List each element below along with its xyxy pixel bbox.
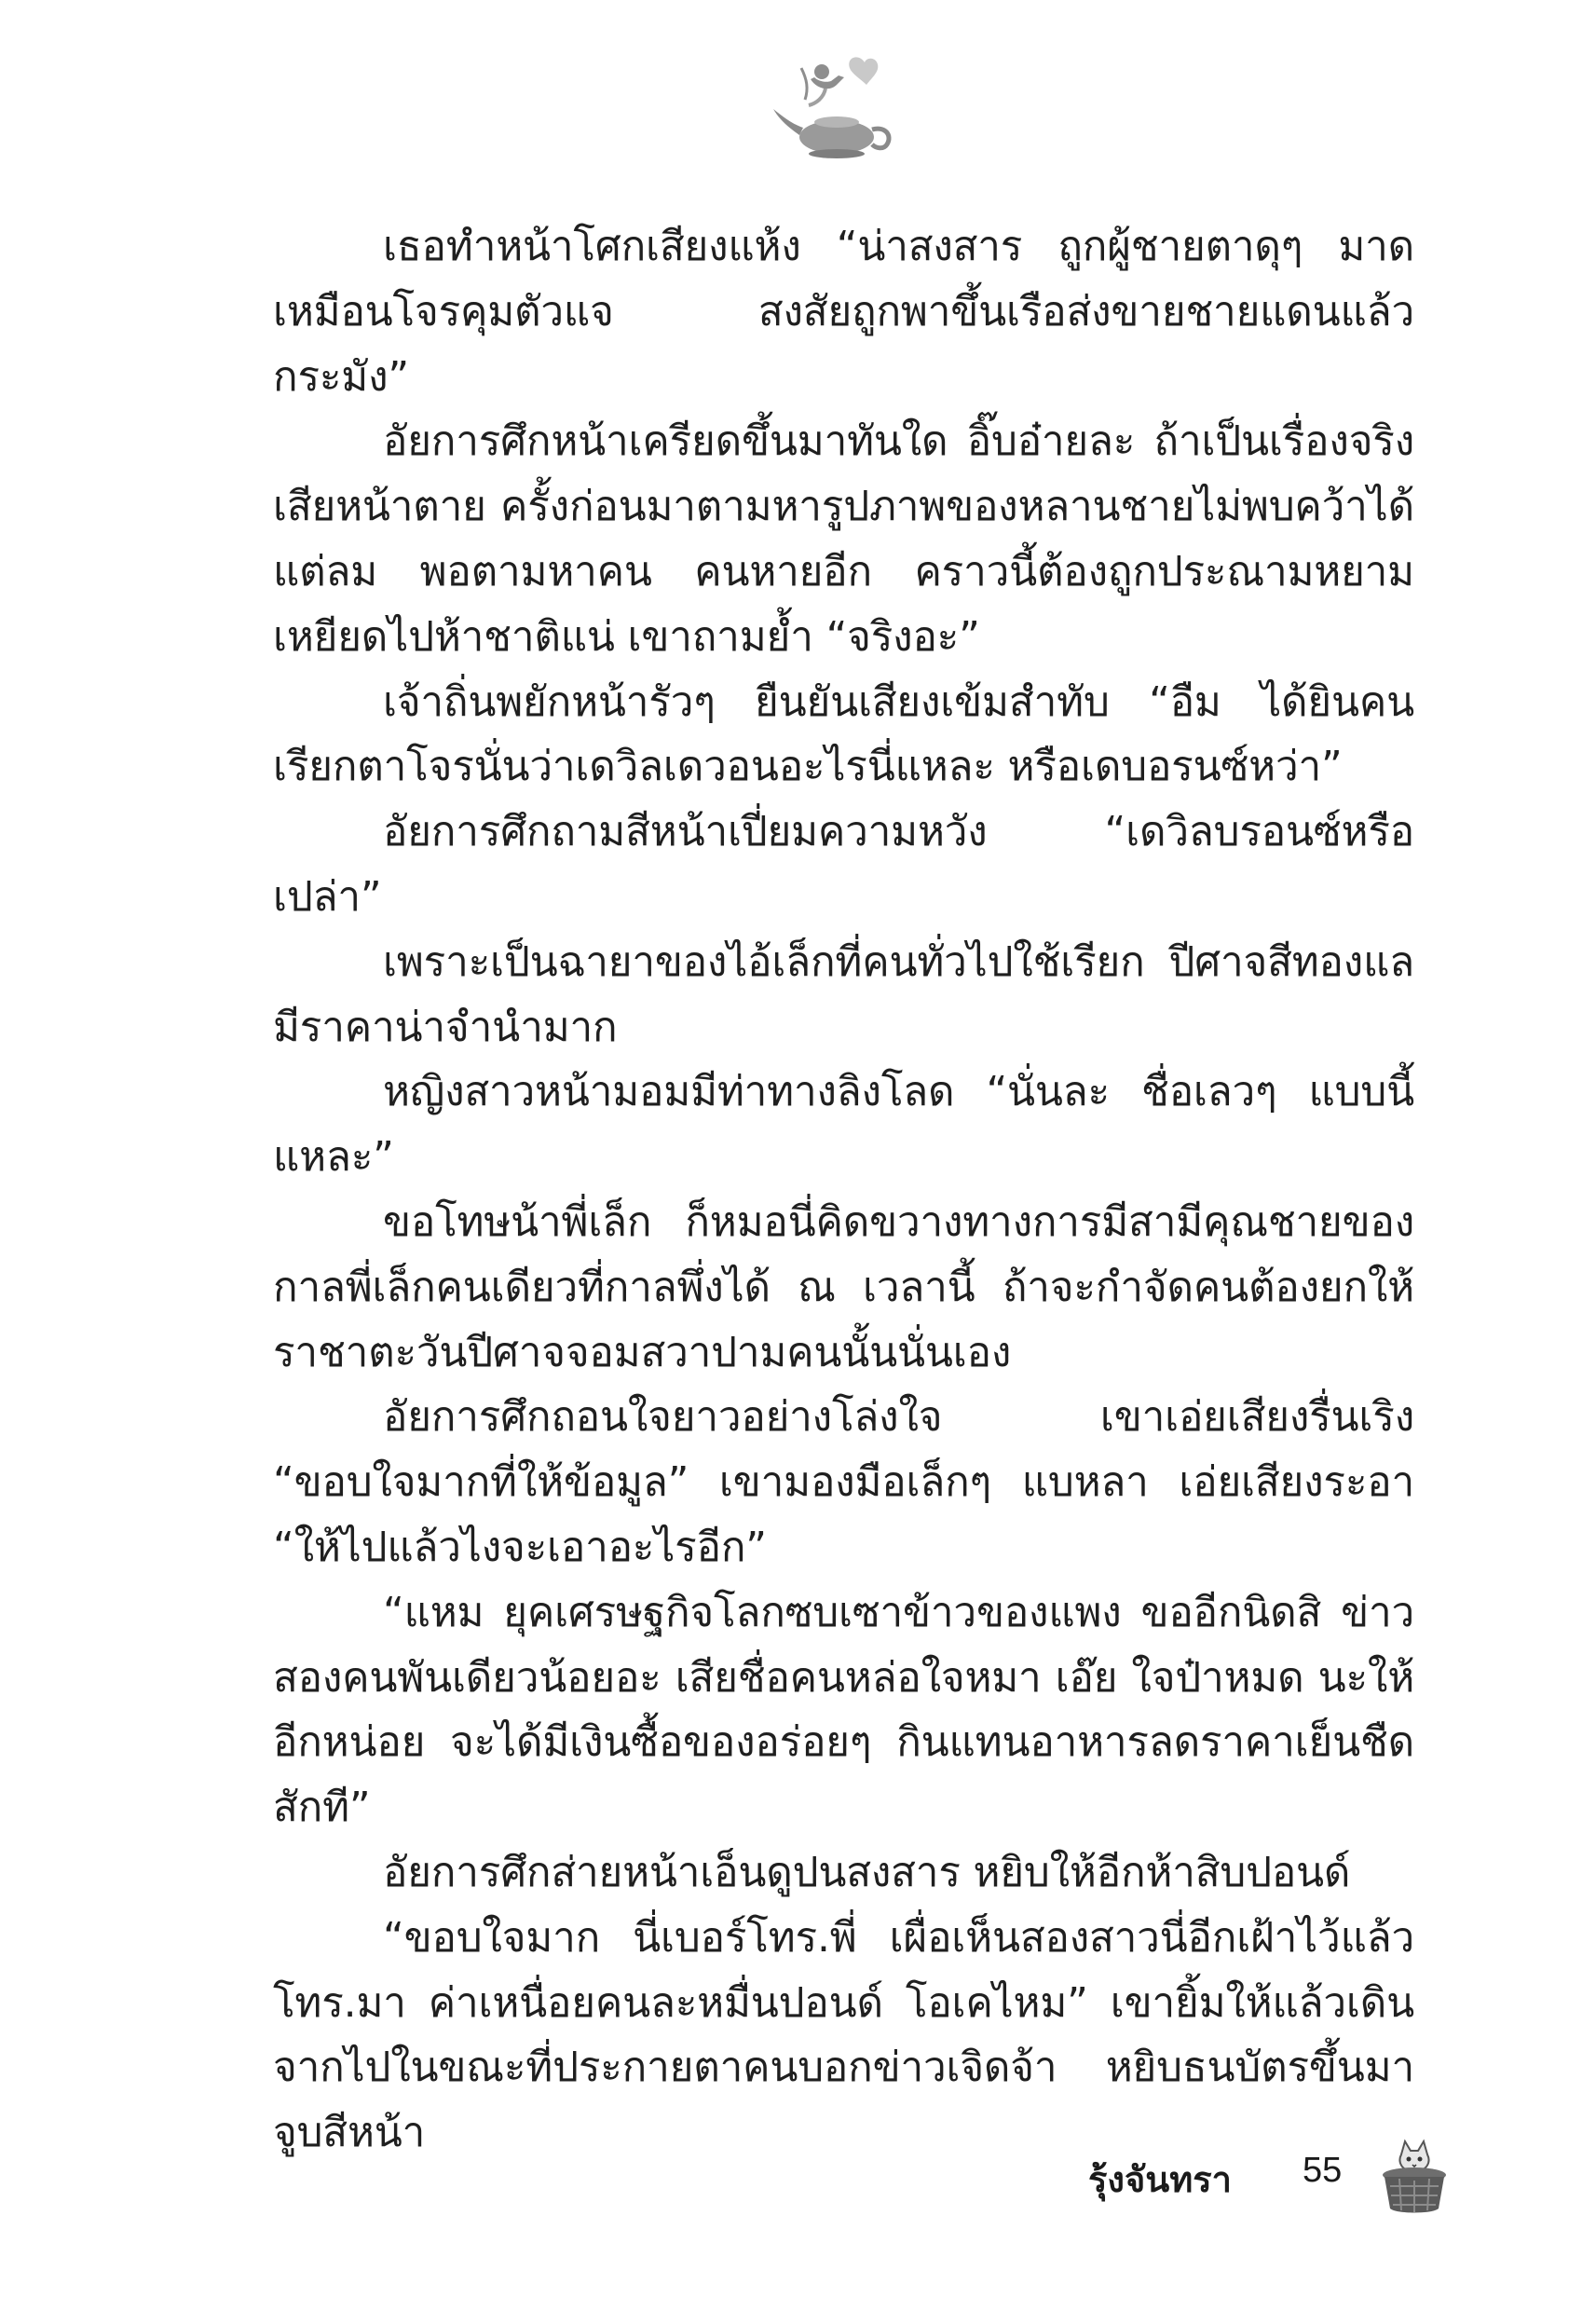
teapot-cupid-ornament-icon	[764, 51, 904, 163]
page-number: 55	[1303, 2151, 1343, 2190]
paragraph: เจ้าถิ่นพยักหน้ารัวๆ ยืนยันเสียงเข้มสำทับ “อืม ได้ยินคนเรียกตาโจรนั่นว่าเดวิลเดวอนอะไรนี่แหละ หรือเดบอรนซ์หว่า”	[273, 677, 1415, 791]
paragraph: อัยการศึกส่ายหน้าเอ็นดูปนสงสาร หยิบให้อีกห้าสิบปอนด์	[383, 1848, 1351, 1896]
paragraph: อัยการศึกถอนใจยาวอย่างโล่งใจ เขาเอ่ยเสียงรื่นเริง “ขอบใจมากที่ให้ข้อมูล” เขามองมือเล็กๆ แบหลา เอ่ยเสียงระอา “ให้ไปแล้วไงจะเอาอะไรอีก”	[273, 1393, 1414, 1571]
book-title: รุ้งจันทรา	[1088, 2159, 1233, 2200]
body-text	[273, 214, 1414, 2166]
paragraph: เธอทำหน้าโศกเสียงแห้ง “น่าสงสาร ถูกผู้ชายตาดุๆ มาดเหมือนโจรคุมตัวแจ สงสัยถูกพาขึ้นเรือส่งขายชายแดนแล้วกระมัง”	[273, 223, 1414, 401]
paragraph: หญิงสาวหน้ามอมมีท่าทางลิงโลด “นั่นละ ชื่อเลวๆ แบบนี้แหละ”	[273, 1068, 1414, 1182]
paragraph: “ขอบใจมาก นี่เบอร์โทร.พี่ เผื่อเห็นสองสาวนี่อีกเฝ้าไว้แล้วโทร.มา ค่าเหนื่อยคนละหมื่นปอนด์ โอเคไหม” เขายิ้มให้แล้วเดินจากไปในขณะที่ประกายตาคนบอกข่าวเจิดจ้า หยิบธนบัตรขึ้นมาจูบสีหน้า	[273, 1913, 1414, 2157]
cat-in-basket-icon	[1377, 2134, 1452, 2218]
paragraph: อัยการศึกถามสีหน้าเปี่ยมความหวัง “เดวิลบรอนซ์หรือเปล่า”	[273, 808, 1414, 921]
paragraph: “แหม ยุคเศรษฐกิจโลกซบเซาข้าวของแพง ขออีกนิดสิ ข่าวสองคนพันเดียวน้อยอะ เสียชื่อคนหล่อใจหมา เอ๊ย ใจป๋าหมด นะให้อีกหน่อย จะได้มีเงินซื้อของอร่อยๆ กินแทนอาหารลดราคาเย็นชืดสักที”	[273, 1588, 1414, 1832]
paragraph: เพราะเป็นฉายาของไอ้เล็กที่คนทั่วไปใช้เรียก ปีศาจสีทองแลมีราคาน่าจำนำมาก	[273, 937, 1414, 1051]
page-footer	[0, 2134, 1596, 2236]
paragraph: อัยการศึกหน้าเครียดขึ้นมาทันใด อิ๊บอ๋ายละ ถ้าเป็นเรื่องจริงเสียหน้าตาย ครั้งก่อนมาตามหารูปภาพของหลานชายไม่พบคว้าได้แต่ลม พอตามหาคน คนหายอีก คราวนี้ต้องถูกประณามหยามเหยียดไปห้าชาติแน่ เขาถามย้ำ “จริงอะ”	[273, 417, 1414, 661]
paragraph: ขอโทษน้าพี่เล็ก ก็หมอนี่คิดขวางทางการมีสามีคุณชายของกาลพี่เล็กคนเดียวที่กาลพึ่งได้ ณ เวลานี้ ถ้าจะกำจัดคนต้องยกให้ราชาตะวันปีศาจจอมสวาปามคนนั้นนั่นเอง	[273, 1197, 1414, 1376]
